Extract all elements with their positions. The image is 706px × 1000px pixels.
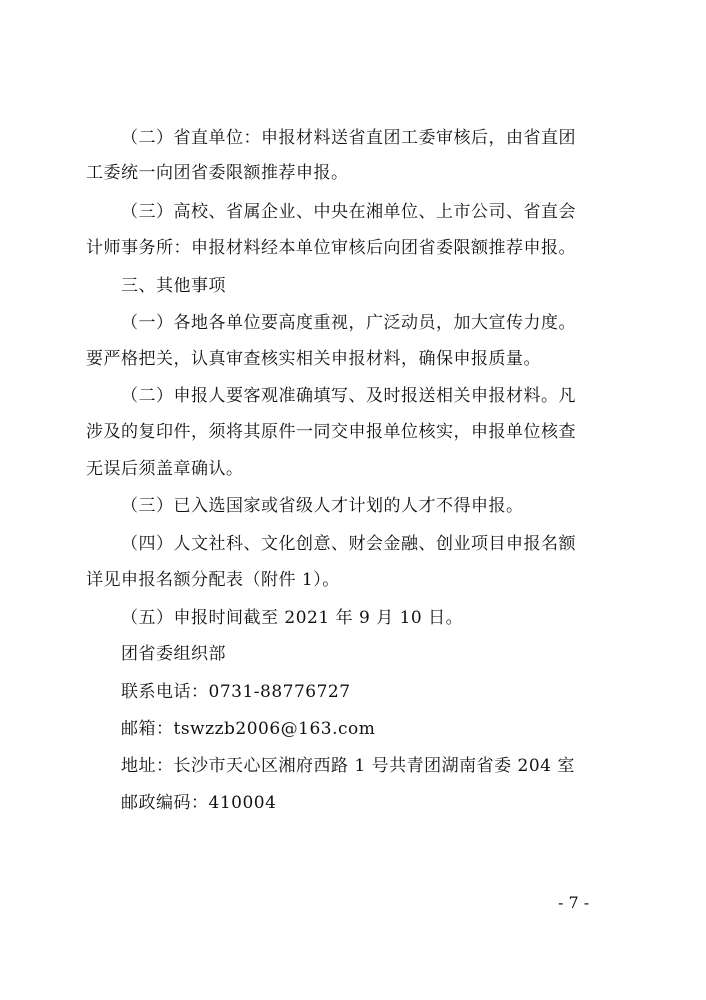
paragraph-line: 详见申报名额分配表（附件 1）。 — [86, 570, 340, 590]
paragraph-line: 工委统一向团省委限额推荐申报。 — [86, 163, 349, 183]
section-heading: 三、其他事项 — [121, 276, 226, 296]
paragraph-line: （五）申报时间截至 2021 年 9 月 10 日。 — [121, 608, 464, 628]
paragraph-line: （三）已入选国家或省级人才计划的人才不得申报。 — [121, 496, 524, 516]
paragraph-line: 计师事务所：申报材料经本单位审核后向团省委限额推荐申报。 — [86, 238, 576, 258]
paragraph-line: 涉及的复印件，须将其原件一同交申报单位核实，申报单位核查 — [86, 422, 576, 442]
paragraph-line: （二）省直单位：申报材料送省直团工委审核后，由省直团 — [121, 128, 576, 148]
contact-department: 团省委组织部 — [121, 644, 226, 664]
paragraph-line: （二）申报人要客观准确填写、及时报送相关申报材料。凡 — [121, 386, 576, 406]
paragraph-line: （四）人文社科、文化创意、财会金融、创业项目申报名额 — [121, 534, 576, 554]
paragraph-line: 无误后须盖章确认。 — [86, 459, 244, 479]
contact-phone: 联系电话：0731-88776727 — [121, 682, 351, 702]
contact-email: 邮箱：tswzzb2006@163.com — [121, 719, 376, 739]
page-number: - 7 - — [558, 893, 590, 912]
paragraph-line: 要严格把关，认真审查核实相关申报材料，确保申报质量。 — [86, 349, 541, 369]
paragraph-line: （三）高校、省属企业、中央在湘单位、上市公司、省直会 — [121, 202, 576, 222]
contact-address: 地址：长沙市天心区湘府西路 1 号共青团湖南省委 204 室 — [121, 756, 575, 776]
contact-postcode: 邮政编码：410004 — [121, 793, 277, 813]
paragraph-line: （一）各地各单位要高度重视，广泛动员，加大宣传力度。 — [121, 313, 576, 333]
